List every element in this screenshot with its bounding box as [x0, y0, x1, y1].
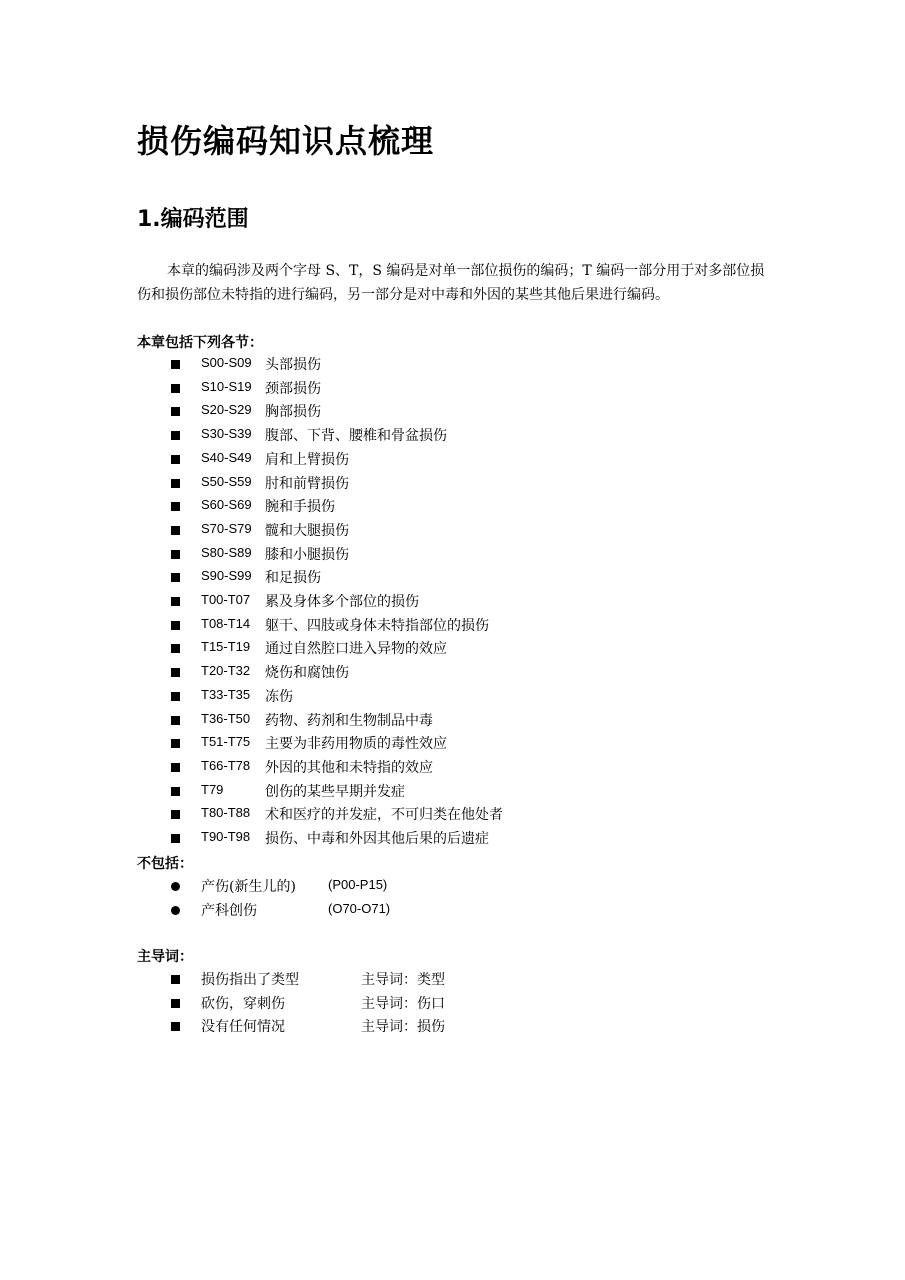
square-bullet-icon — [171, 999, 180, 1008]
section-description: 膝和小腿损伤 — [265, 546, 349, 563]
square-bullet-icon — [171, 692, 180, 701]
section-description: 冻伤 — [265, 688, 293, 705]
square-bullet-icon — [171, 834, 180, 843]
section-description: 创伤的某些早期并发症 — [265, 783, 405, 800]
section-code: S90-S99 — [201, 568, 252, 584]
section-code: S10-S19 — [201, 378, 252, 394]
main-word-case: 没有任何情况 — [201, 1019, 285, 1036]
square-bullet-icon — [171, 1022, 180, 1031]
section-code: T90-T98 — [201, 829, 251, 844]
main-word-term: 主导词：类型 — [361, 972, 445, 988]
square-bullet-icon — [171, 787, 180, 796]
square-bullet-icon — [171, 550, 180, 559]
section-description: 肩和上臂损伤 — [265, 451, 349, 468]
section-code: T80-T88 — [201, 805, 251, 821]
round-bullet-icon — [171, 882, 180, 891]
square-bullet-icon — [171, 431, 180, 440]
square-bullet-icon — [171, 739, 180, 748]
section-description: 腹部、下背、腰椎和骨盆损伤 — [265, 428, 447, 445]
exclude-text: 产科创伤 — [201, 902, 257, 919]
square-bullet-icon — [171, 526, 180, 535]
square-bullet-icon — [171, 573, 180, 582]
section-code: S00-S09 — [201, 355, 252, 370]
square-bullet-icon — [171, 597, 180, 606]
section-code: T51-T75 — [201, 734, 251, 750]
section-code: S60-S69 — [201, 497, 252, 513]
section-description: 主要为非药用物质的毒性效应 — [265, 736, 447, 753]
square-bullet-icon — [171, 716, 180, 725]
section-code: T00-T07 — [201, 592, 251, 607]
section-description: 髋和大腿损伤 — [265, 522, 349, 539]
section-code: S50-S59 — [201, 473, 252, 489]
section-code: S80-S89 — [201, 544, 252, 560]
section-code: S40-S49 — [201, 449, 252, 465]
section-description: 外因的其他和未特指的效应 — [265, 759, 433, 776]
section-code: T15-T19 — [201, 639, 251, 655]
exclude-code: (O70-O71) — [328, 900, 391, 916]
section-description: 通过自然腔口进入异物的效应 — [265, 641, 447, 658]
section-code: T08-T14 — [201, 615, 251, 631]
section-description: 烧伤和腐蚀伤 — [265, 665, 349, 682]
round-bullet-icon — [171, 906, 180, 915]
section-description: 药物、药剂和生物制品中毒 — [265, 712, 433, 729]
section-description: 累及身体多个部位的损伤 — [265, 594, 419, 610]
document-title: 损伤编码知识点梳理 — [137, 122, 435, 160]
section-description: 颈部损伤 — [265, 380, 321, 397]
section-code: T66-T78 — [201, 757, 251, 773]
main-word-term: 主导词：损伤 — [361, 1019, 445, 1036]
main-word-label: 主导词： — [137, 949, 193, 965]
section-code: T33-T35 — [201, 686, 251, 702]
exclude-code: (P00-P15) — [328, 877, 388, 892]
square-bullet-icon — [171, 360, 180, 369]
square-bullet-icon — [171, 810, 180, 819]
section-description: 肘和前臂损伤 — [265, 475, 349, 492]
includes-label: 本章包括下列各节： — [137, 335, 263, 351]
square-bullet-icon — [171, 407, 180, 416]
square-bullet-icon — [171, 455, 180, 464]
section-description: 腕和手损伤 — [265, 499, 335, 516]
section-code: S30-S39 — [201, 426, 252, 442]
section-heading: 1.编码范围 — [137, 207, 249, 232]
square-bullet-icon — [171, 644, 180, 653]
section-code: S70-S79 — [201, 520, 252, 536]
square-bullet-icon — [171, 621, 180, 630]
square-bullet-icon — [171, 384, 180, 393]
exclude-text: 产伤(新生儿的) — [201, 879, 296, 895]
square-bullet-icon — [171, 975, 180, 984]
section-description: 头部损伤 — [265, 357, 321, 373]
section-code: T20-T32 — [201, 663, 251, 679]
main-word-case: 砍伤，穿刺伤 — [201, 995, 285, 1012]
section-code: T79 — [201, 781, 224, 797]
excludes-label: 不包括： — [137, 856, 193, 872]
section-description: 胸部损伤 — [265, 404, 321, 421]
square-bullet-icon — [171, 668, 180, 677]
main-word-term: 主导词：伤口 — [361, 995, 445, 1012]
section-description: 和足损伤 — [265, 570, 321, 587]
square-bullet-icon — [171, 502, 180, 511]
section-description: 术和医疗的并发症，不可归类在他处者 — [265, 807, 503, 824]
section-description: 躯干、四肢或身体未特指部位的损伤 — [265, 617, 489, 634]
section-description: 损伤、中毒和外因其他后果的后遗症 — [265, 831, 489, 847]
section-code: S20-S29 — [201, 402, 252, 418]
square-bullet-icon — [171, 479, 180, 488]
section-code: T36-T50 — [201, 710, 251, 726]
main-word-case: 损伤指出了类型 — [201, 972, 299, 988]
intro-paragraph: 本章的编码涉及两个字母 S、T，S 编码是对单一部位损伤的编码；T 编码一部分用于对多部位损伤和损伤部位未特指的进行编码，另一部分是对中毒和外因的某些其他后果进行编码。 — [137, 263, 765, 303]
square-bullet-icon — [171, 763, 180, 772]
